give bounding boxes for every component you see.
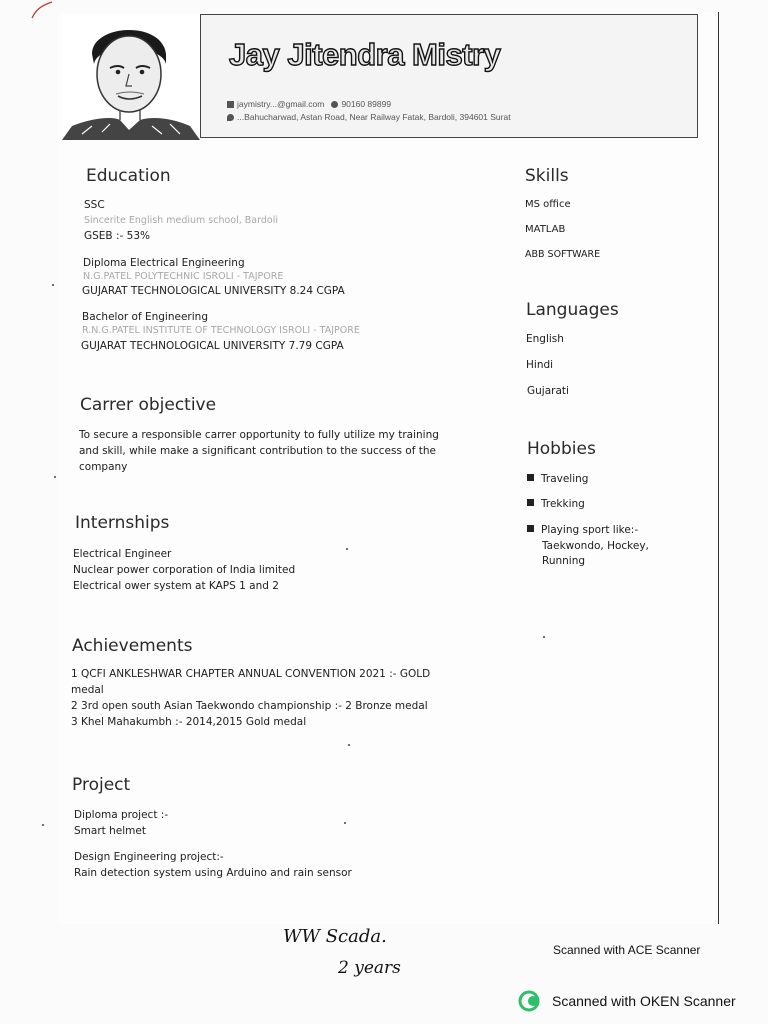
phone-text: 90160 89899 <box>341 99 392 109</box>
corner-pen-mark <box>30 0 54 20</box>
oken-scanner-watermark <box>518 990 736 1012</box>
internships-text <box>73 546 433 594</box>
edu-ssc-result: GSEB :- 53% <box>84 230 150 242</box>
edu-diploma-school: N.G.PATEL POLYTECHNIC ISROLI - TAJPORE <box>83 271 284 282</box>
achievement-line: 3 Khel Mahakumbh :- 2014,2015 Gold medal <box>71 716 307 728</box>
location-icon <box>227 114 234 121</box>
hobby-item: Traveling <box>527 473 588 485</box>
hobby-item: Playing sport like:- <box>527 524 638 536</box>
skill-item: MATLAB <box>525 224 566 235</box>
achievements-text <box>71 666 491 730</box>
project-heading: Project <box>72 775 131 795</box>
scan-speck <box>52 284 54 286</box>
project-text <box>74 807 494 881</box>
achievement-line: 2 3rd open south Asian Taekwondo championship :- 2 Bronze medal <box>71 700 428 712</box>
internship-line: Electrical Engineer <box>73 548 172 560</box>
profile-photo <box>62 14 200 140</box>
objective-line: company <box>79 461 128 473</box>
internships-heading: Internships <box>75 513 170 533</box>
objective-line: To secure a responsible carrer opportunity to fully utilize my training <box>79 429 439 441</box>
project-line: Design Engineering project:- <box>74 851 224 863</box>
bullet-icon <box>527 525 534 532</box>
oken-logo-icon <box>518 990 544 1012</box>
hobby-item: Trekking <box>527 498 585 510</box>
project-line: Diploma project :- <box>74 809 169 821</box>
language-item: English <box>526 333 564 345</box>
languages-heading: Languages <box>526 300 619 320</box>
achievements-heading: Achievements <box>72 636 193 656</box>
objective-text <box>79 427 479 475</box>
objective-line: and skill, while make a significant contribution to the success of the <box>79 445 436 457</box>
skill-item: MS office <box>525 199 571 210</box>
objective-heading: Carrer objective <box>80 395 217 415</box>
internship-line: Electrical ower system at KAPS 1 and 2 <box>73 580 279 592</box>
edu-ssc-school: Sincerite English medium school, Bardoli <box>84 215 278 226</box>
email-text: jaymistry...@gmail.com <box>237 99 325 109</box>
achievement-line: medal <box>71 684 104 696</box>
contact-address <box>227 112 511 122</box>
edu-ssc-degree: SSC <box>84 199 105 211</box>
candidate-name: Jay Jitendra Mistry <box>229 37 501 72</box>
language-item: Hindi <box>526 359 554 371</box>
handwritten-note: WW Scada. <box>283 926 387 947</box>
edu-be-school: R.N.G.PATEL INSTITUTE OF TECHNOLOGY ISROLI - TAJPORE <box>82 325 360 336</box>
hobbies-heading: Hobbies <box>527 439 596 459</box>
internship-line: Nuclear power corporation of India limited <box>73 564 296 576</box>
bullet-icon <box>527 474 534 481</box>
skill-item: ABB SOFTWARE <box>525 249 601 260</box>
edu-diploma-degree: Diploma Electrical Engineering <box>83 257 245 269</box>
project-line: Rain detection system using Arduino and rain sensor <box>74 867 352 879</box>
phone-icon <box>331 101 338 108</box>
achievement-line: 1 QCFI ANKLESHWAR CHAPTER ANNUAL CONVENTION 2021 :- GOLD <box>71 668 431 680</box>
scan-speck <box>346 548 348 550</box>
handwritten-note: 2 years <box>338 958 401 978</box>
language-item: Gujarati <box>527 385 569 397</box>
contact-email-phone <box>227 99 391 109</box>
scan-speck <box>42 824 44 826</box>
edu-diploma-result: GUJARAT TECHNOLOGICAL UNIVERSITY 8.24 CGPA <box>82 285 345 297</box>
header-banner <box>200 14 698 138</box>
scan-speck <box>348 744 350 746</box>
ace-scanner-watermark: Scanned with ACE Scanner <box>553 943 701 957</box>
hobby-item-continued: Taekwondo, Hockey, <box>542 540 649 552</box>
education-heading: Education <box>86 166 171 186</box>
scan-speck <box>344 822 346 824</box>
hobby-item-continued: Running <box>542 555 586 567</box>
project-line: Smart helmet <box>74 825 146 837</box>
edu-be-degree: Bachelor of Engineering <box>82 311 208 323</box>
address-text: ...Bahucharwad, Astan Road, Near Railway Fatak, Bardoli, 394601 Surat <box>237 112 511 122</box>
mail-icon <box>227 101 234 108</box>
skills-heading: Skills <box>525 166 569 186</box>
scan-speck <box>54 476 56 478</box>
oken-watermark-text: Scanned with OKEN Scanner <box>552 993 736 1009</box>
scan-speck <box>543 636 545 638</box>
bullet-icon <box>527 499 534 506</box>
edu-be-result: GUJARAT TECHNOLOGICAL UNIVERSITY 7.79 CGPA <box>81 340 344 352</box>
